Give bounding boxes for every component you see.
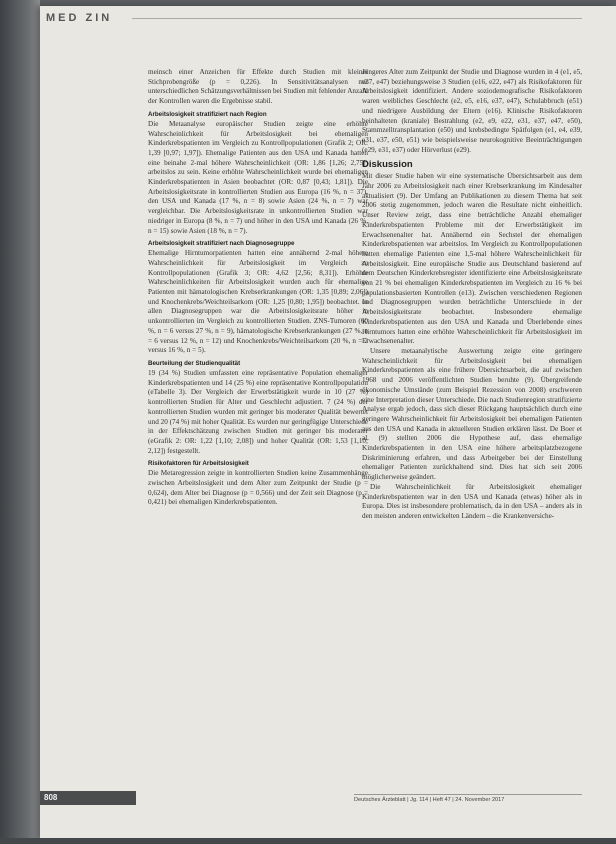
subheading: Risikofaktoren für Arbeitslosigkeit xyxy=(148,460,249,468)
paragraph: Mit dieser Studie haben wir eine systematische Übersichtsarbeit aus dem Jahr 2006 zu Arbeitslosigkeit nach einer Krebserkrankung im Kindesalter aktualisiert (9). Der Umfang an Publikationen zu diesem Thema hat seit 2006 stetig zugenommen, jedoch waren die Resultate nicht einheitlich. Unser Review zeigt, dass eine beträchtliche Anzahl ehemaliger Kinderkrebspatienten Probleme mit der Erwerbstätigkeit im Erwachsenenalter hat. Annähernd ein Sechstel der ehemaligen Kinderkrebspatienten war arbeitslos. Im Vergleich zu Kontrollpopulationen hatten ehemalige Patienten eine 1,5-mal höhere Wahrscheinlichkeit für Arbeitslosigkeit. Eine europäische Studie aus Deutschland basierend auf dem Deutschen Kinderkrebsregister identifizierte eine Arbeitslosigkeitsrate von 21 % bei ehemaligen Kinderkrebspatienten im Vergleich zu 16 % bei populationsbasierten Kontrollen (e13). Zwischen verschiedenen Regionen und Diagnosegruppen wurden beträchtliche Unterschiede in der Arbeitslosigkeitsrate beobachtet. Insbesondere ehemalige Kinderkrebspatienten aus den USA und Kanada und Überlebende eines Hirntumors hatten eine erhöhte Wahrscheinlichkeit für Arbeitslosigkeit im Erwachsenenalter. xyxy=(362,172,582,346)
section-header-label: MED ZIN xyxy=(46,12,113,24)
paragraph: 19 (34 %) Studien umfassten eine repräsentative Population ehemaliger Kinderkrebspatienten und 14 (25 %) eine repräsentative Kontrollpopulation (eTabelle 3). Der Vergleich der Erwerbstätigkeit wurde in 10 (27 %) kontrollierten Studien für Alter und Geschlecht adjustiert. 7 (24 %) der kontrollierten Studien wurden mit geringer bis moderater Qualität bewertet und 20 (74 %) mit hoher Qualität. Es wurden nur geringfügige Unterschiede in der Effektschätzung zwischen Studien mit geringer bis moderater (eGrafik 2: OR: 1,22 [1,10; 2,08]) und hoher Qualität (OR: 1,53 [1,10; 2,12]) festgestellt. xyxy=(148,368,368,455)
scan-shadow-bottom xyxy=(0,838,616,844)
scan-shadow-left xyxy=(0,0,40,844)
paragraph: Die Wahrscheinlichkeit für Arbeitslosigkeit ehemaliger Kinderkrebspatienten war in den USA und Kanada (etwas) höher als in Europa. Dies ist insbesondere problematisch, da in den USA – anders als in den meisten anderen entwickelten Ländern – die Krankenversiche- xyxy=(362,482,582,520)
paragraph: Die Metaregression zeigte in kontrollierten Studien keine Zusammenhänge zwischen Arbeitslosigkeit und dem Alter zum Zeitpunkt der Studie (p = 0,624), dem Alter bei Diagnose (p = 0,566) und der Zeit seit Diagnose (p = 0,421) bei ehemaligen Kinderkrebspatienten. xyxy=(148,469,368,507)
paragraph: Die Metaanalyse europäischer Studien zeigte eine erhöhte Wahrscheinlichkeit für Arbeitslosigkeit bei ehemaligen Kinderkrebspatienten im Vergleich zu Kontrollpopulationen (Grafik 2; OR: 1,39 [0,97; 1,97]). Ehemalige Patienten aus den USA und Kanada hatten eine beinahe 2-mal höhere Wahrscheinlichkeit (OR: 1,86 [1,26; 2,75]) arbeitslos zu sein. Keine erhöhte Wahrscheinlichkeit wurde bei ehemaligen Kinderkrebspatienten in Asien beobachtet (OR: 0,87 [0,43; 1,81]). Die Arbeitslosigkeitsrate in kontrollierten Studien aus Europa (16 %, n = 37), den USA und Kanada (17 %, n = 8) sowie Asien (24 %, n = 7) war vergleichbar. Die Arbeitslosigkeitsrate in unkontrollierten Studien war niedriger in Europa (8 %, n = 7) und höher in den USA und Kanada (26 %, n = 15) sowie Asien (18 %, n = 7). xyxy=(148,119,368,235)
paragraph: Ehemalige Hirntumorpatienten hatten eine annähernd 2-mal höhere Wahrscheinlichkeit für Arbeitslosigkeit im Vergleich zu Kontrollpopulationen (Grafik 3; OR: 4,62 [2,56; 8,31]). Erhöhte Wahrscheinlichkeiten für Arbeitslosigkeit wurden auch für ehemalige Patienten mit hämatologischen Krebserkrankungen (OR: 1,35 [0,89; 2,06]) und Knochenkrebs/Weichteilsarkom (OR: 1,25 [0,80; 1,95]) beobachtet. In allen Diagnosegruppen war die Arbeitslosigkeitsrate höher in unkontrollierten im Vergleich zu kontrollierten Studien. ZNS-Tumoren (60 %, n = 6 versus 27 %, n = 9), hämatologische Krebserkrankungen (27 %, n = 6 versus 12 %, n = 12) und Knochenkrebs/Weichteilsarkom (20 %, n = 2 versus 16 %, n = 5). xyxy=(148,249,368,355)
text-column-left xyxy=(148,68,368,508)
paragraph: Unsere metaanalytische Auswertung zeigte eine geringere Wahrscheinlichkeit für Arbeitslosigkeit bei ehemaligen Kinderkrebspatienten als eine frühere Übersichtsarbeit, die auf zwischen 1968 und 2006 veröffentlichten Studien beruhte (9). Übergreifende ökonomische Umstände (zum Beispiel Rezession von 2008) erschweren eine Interpretation dieser Unterschiede. Die nach Studienregion stratifizierte Analyse ergab jedoch, dass sich dieser Rückgang hauptsächlich durch eine geringere Wahrscheinlichkeit für Arbeitslosigkeit bei ehemaligen Patienten aus den USA und Kanada in aktuelleren Studien erklären lässt. De Boer et al. (9) stellten 2006 die Hypothese auf, dass ehemalige Kinderkrebspatienten in den USA eine höhere arbeitsplatzbezogene Diskriminierung erfahren, und dass Arbeitgeber bei der Einstellung ehemaliger Patienten zurückhaltend sind. Dies hat sich seit 2006 möglicherweise geändert. xyxy=(362,346,582,482)
subheading: Arbeitslosigkeit stratifiziert nach Region xyxy=(148,110,267,118)
journal-citation: Deutsches Ärzteblatt | Jg. 114 | Heft 47 | 24. November 2017 xyxy=(354,797,505,803)
text-column-right xyxy=(362,68,582,522)
subheading: Beurteilung der Studienqualität xyxy=(148,359,241,367)
paragraph: meinsch einer Anzeichen für Effekte durch Studien mit kleiner Stichprobengröße (p = 0,226). In Sensitivitätsanalysen mit unterschiedlichen Schätzungsverhältnissen bei Studien mit fehlender Anzahl der Kontrollen waren die Ergebnisse stabil. xyxy=(148,68,368,106)
header-rule xyxy=(132,18,582,19)
page-number: 808 xyxy=(44,793,58,802)
paragraph: Jüngeres Alter zum Zeitpunkt der Studie und Diagnose wurden in 4 (e1, e5, e37, e47) beziehungsweise 3 Studien (e16, e22, e47) als Risikofaktoren für Arbeitslosigkeit identifiziert. Andere soziodemografische Risikofaktoren waren weibliches Geschlecht (e2, e5, e16, e37, e47), Schulabbruch (e51) und niedrigere Ausbildung der Eltern (e16). Klinische Risikofaktoren beinhalteten (kraniale) Bestrahlung (e2, e9, e22, e31, e37, e47, e50), Stammzelltransplantation (e50) und krebsbedingte Spätfolgen (e1, e4, e39, e31, e37, e50, e51) wie beispielsweise neurokognitive Beeinträchtigungen (e29, e31, e37) oder Hörverlust (e29). xyxy=(362,68,582,154)
subheading: Arbeitslosigkeit stratifiziert nach Diagnosegruppe xyxy=(148,240,295,248)
section-heading: Diskussion xyxy=(362,159,413,171)
